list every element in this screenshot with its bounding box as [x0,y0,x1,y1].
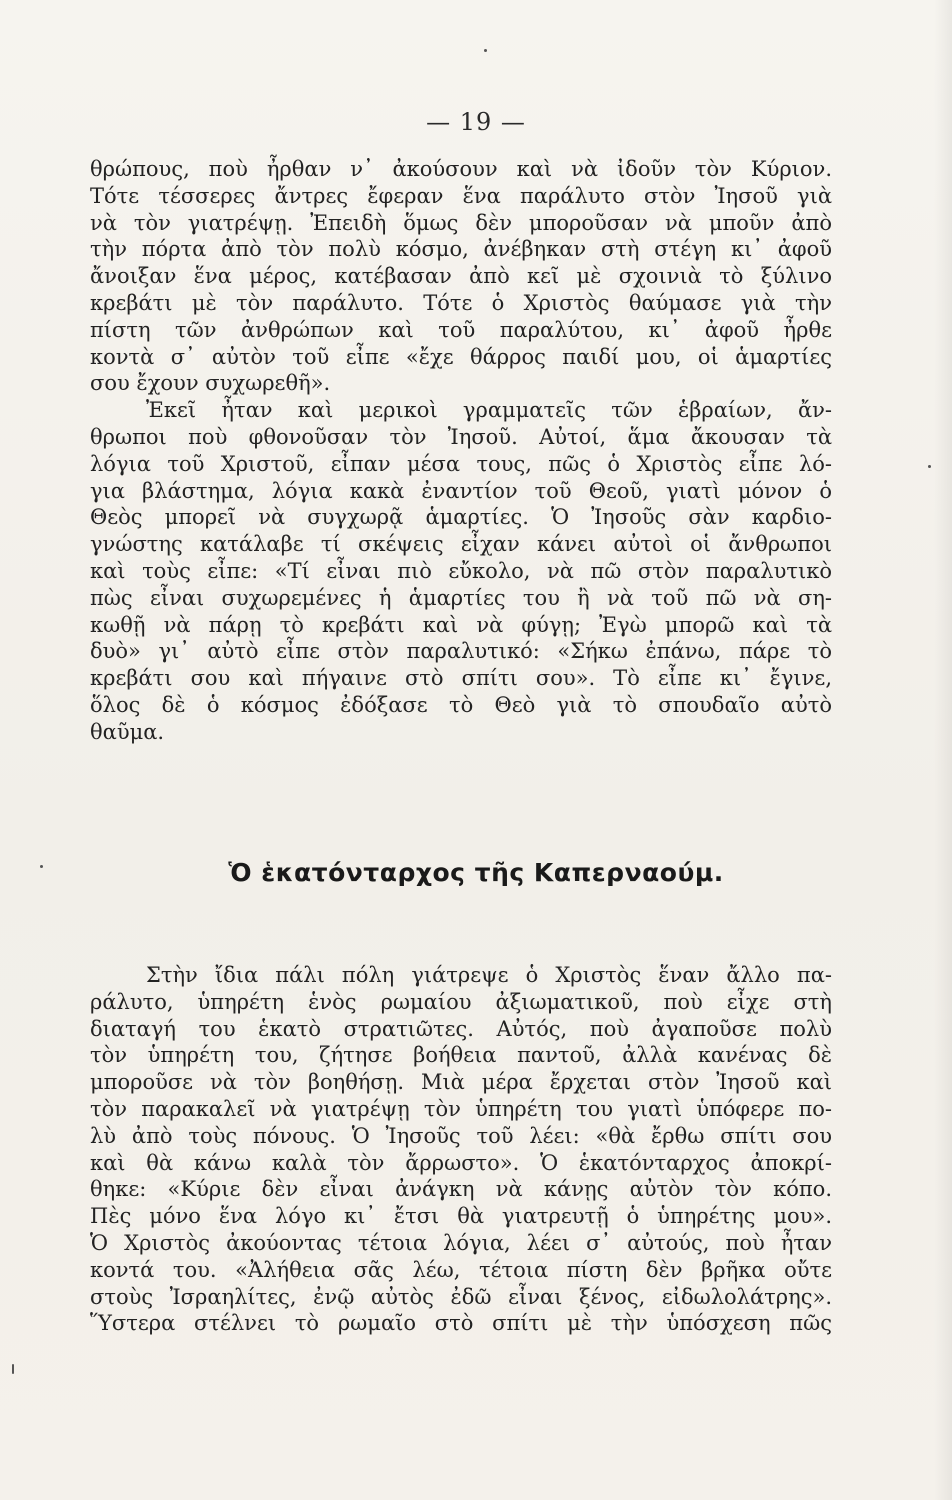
text-line: θηκε: «Κύριε δὲν εἶναι ἀνάγκη νὰ κάνῃς αὐτὸν τὸν κόπο. [90,1177,832,1202]
text-line: κρεβάτι σου καὶ πήγαινε στὸ σπίτι σου». Τὸ εἶπε κι᾽ ἔγινε, [90,666,832,691]
text-line: τὸν παρακαλεῖ νὰ γιατρέψῃ τὸν ὑπηρέτη του γιατὶ ὑπόφερε πο- [90,1096,832,1121]
print-speck [40,865,43,868]
text-line: καὶ θὰ κάνω καλὰ τὸν ἄρρωστο». Ὁ ἑκατόνταρχος ἀποκρί- [90,1150,832,1175]
text-line: κοντὰ σ᾽ αὐτὸν τοῦ εἶπε «ἔχε θάρρος παιδί μου, οἱ ἁμαρτίες [90,344,832,369]
text-line: Στὴν ἴδια πάλι πόλη γιάτρεψε ὁ Χριστὸς ἕναν ἄλλο πα- [146,963,832,987]
text-line: κοντά του. «Ἀλήθεια σᾶς λέω, τέτοια πίστη δὲν βρῆκα οὔτε [90,1257,832,1282]
text-line: σου ἔχουν συχωρεθῆ». [90,371,331,396]
text-line: θρωποι ποὺ φθονοῦσαν τὸν Ἰησοῦ. Αὐτοί, ἅμα ἄκουσαν τὰ [90,424,832,449]
text-line: πὼς εἶναι συχωρεμένες ἡ ἁμαρτίες του ἢ νὰ τοῦ πῶ νὰ ση- [90,585,832,610]
text-line: ράλυτο, ὑπηρέτη ἑνὸς ρωμαίου ἀξιωματικοῦ, ποὺ εἶχε στὴ [90,989,832,1014]
page-edge-shadow [934,0,952,1500]
print-speck [12,1364,14,1374]
text-line: Τότε τέσσερες ἄντρες ἔφεραν ἕνα παράλυτο στὸν Ἰησοῦ γιὰ [90,183,832,208]
text-line: θρώπους, ποὺ ἦρθαν ν᾽ ἀκούσουν καὶ νὰ ἰδοῦν τὸν Κύριον. [90,157,832,181]
text-line: τὴν πόρτα ἀπὸ τὸν πολὺ κόσμο, ἀνέβηκαν στὴ στέγη κι᾽ ἀφοῦ [90,237,832,262]
text-line: ἄνοιξαν ἕνα μέρος, κατέβασαν ἀπὸ κεῖ μὲ σχοινιὰ τὸ ξύλινο [90,264,832,289]
print-speck [928,465,931,468]
print-speck [484,49,487,52]
text-line: θαῦμα. [90,719,165,744]
page-number: — 19 — [426,108,526,136]
text-line: για βλάστημα, λόγια κακὰ ἐναντίον τοῦ Θεοῦ, γιατὶ μόνον ὁ [90,478,832,503]
text-line: λὺ ἀπὸ τοὺς πόνους. Ὁ Ἰησοῦς τοῦ λέει: «θὰ ἔρθω σπίτι σου [90,1123,832,1148]
text-line: τὸν ὑπηρέτη του, ζήτησε βοήθεια παντοῦ, ἀλλὰ κανένας δὲ [90,1043,832,1068]
text-line: Ἐκεῖ ἦταν καὶ μερικοὶ γραμματεῖς τῶν ἑβραίων, ἄν- [146,398,832,423]
text-line: γνώστης κατάλαβε τί σκέψεις εἶχαν κάνει αὐτοὶ οἱ ἄνθρωποι [90,532,832,557]
text-line: νὰ τὸν γιατρέψῃ. Ἐπειδὴ ὅμως δὲν μποροῦσαν νὰ μποῦν ἀπὸ [90,210,832,235]
text-line: ὅλος δὲ ὁ κόσμος ἐδόξασε τὸ Θεὸ γιὰ τὸ σπουδαῖο αὐτὸ [90,692,832,717]
text-line: κωθῇ νὰ πάρῃ τὸ κρεβάτι καὶ νὰ φύγῃ; Ἐγὼ μπορῶ καὶ τὰ [90,612,832,637]
text-line: καὶ τοὺς εἶπε: «Τί εἶναι πιὸ εὔκολο, νὰ πῶ στὸν παραλυτικὸ [90,558,832,583]
text-line: στοὺς Ἰσραηλίτες, ἐνῷ αὐτὸς ἐδῶ εἶναι ξένος, εἰδωλολάτρης». [90,1284,832,1309]
text-line: διαταγή του ἑκατὸ στρατιῶτες. Αὐτός, ποὺ ἀγαποῦσε πολὺ [90,1016,832,1041]
section-heading: Ὁ ἑκατόνταρχος τῆς Καπερναούμ. [228,858,724,887]
text-line: Πὲς μόνο ἕνα λόγο κι᾽ ἔτσι θὰ γιατρευτῇ ὁ ὑπηρέτης μου». [90,1204,832,1229]
text-line: μποροῦσε νὰ τὸν βοηθήσῃ. Μιὰ μέρα ἔρχεται στὸν Ἰησοῦ καὶ [90,1070,832,1095]
text-block-top [90,156,832,746]
text-line: κρεβάτι μὲ τὸν παράλυτο. Τότε ὁ Χριστὸς θαύμασε γιὰ τὴν [90,290,832,315]
text-line: Ὁ Χριστὸς ἀκούοντας τέτοια λόγια, λέει σ᾽ αὐτούς, ποὺ ἦταν [90,1230,832,1255]
text-line: Θεὸς μπορεῖ νὰ συγχωρᾷ ἁμαρτίες. Ὁ Ἰησοῦς σὰν καρδιο- [90,505,832,530]
text-block-bottom [90,962,832,1337]
text-line: πίστη τῶν ἀνθρώπων καὶ τοῦ παραλύτου, κι᾽ ἀφοῦ ἦρθε [90,317,832,342]
text-line: Ὕστερα στέλνει τὸ ρωμαῖο στὸ σπίτι μὲ τὴν ὑπόσχεση πῶς [90,1311,832,1336]
text-line: λόγια τοῦ Χριστοῦ, εἶπαν μέσα τους, πῶς ὁ Χριστὸς εἶπε λό- [90,451,832,476]
text-line: δυὸ» γι᾽ αὐτὸ εἶπε στὸν παραλυτικό: «Σήκω ἐπάνω, πάρε τὸ [90,639,832,664]
